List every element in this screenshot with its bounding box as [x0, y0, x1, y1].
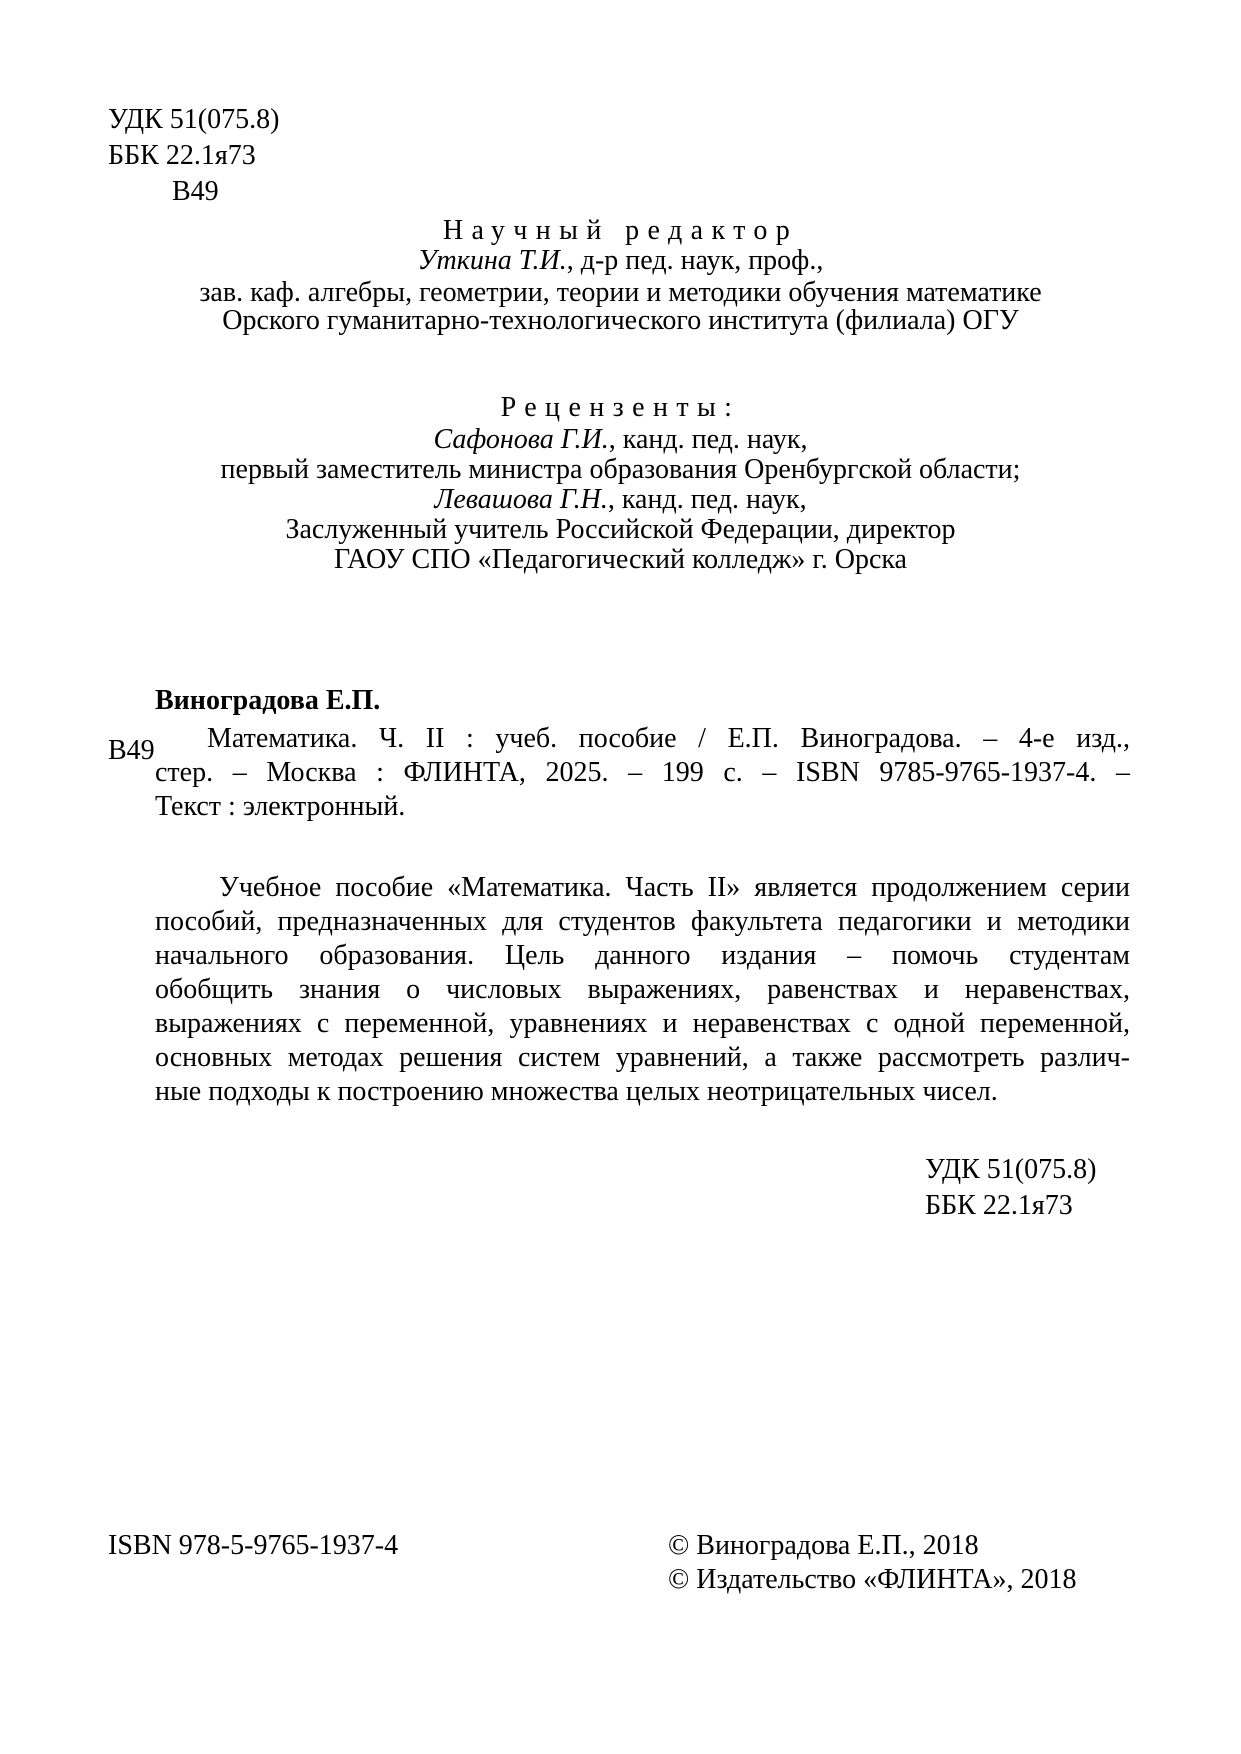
bibliographic-line-2: стер. – Москва : ФЛИНТА, 2025. – 199 с. – ISBN 9785-9765-1937-4. – [155, 757, 1130, 788]
reviewers-heading: Рецензенты: [500, 392, 741, 423]
isbn: ISBN 978-5-9765-1937-4 [108, 1530, 399, 1561]
editor-degree: , д-р пед. наук, проф., [566, 245, 824, 276]
bibliographic-line-3: Текст : электронный. [155, 791, 406, 822]
bibliographic-line-1: Математика. Ч. II : учеб. пособие / Е.П. Виноградова. – 4-е изд., [207, 723, 1130, 754]
reviewer-1-position: первый заместитель министра образования Оренбургской области; [220, 454, 1021, 485]
abstract-line-3: начального образования. Цель данного издания – помочь студентам [155, 940, 1130, 971]
bibliographic-author: Виноградова Е.П. [155, 685, 381, 716]
copyright-author: © Виноградова Е.П., 2018 [668, 1530, 979, 1561]
editor-heading: Научный редактор [442, 215, 799, 246]
bibliographic-mark: В49 [108, 735, 155, 766]
abstract-line-5: выражениях с переменной, уравнениях и неравенствах с одной переменной, [155, 1008, 1130, 1039]
reviewer-2-college: ГАОУ СПО «Педагогический колледж» г. Орска [334, 544, 907, 575]
editor-name-line [0, 246, 1241, 276]
copyright-publisher: © Издательство «ФЛИНТА», 2018 [668, 1564, 1077, 1595]
abstract-line-1: Учебное пособие «Математика. Часть II» является продолжением серии [219, 872, 1130, 903]
udk-code-bottom: УДК 51(075.8) [925, 1154, 1097, 1185]
abstract [155, 871, 1130, 1109]
abstract-line-6: основных методах решения систем уравнений, а также рассмотреть различ- [155, 1042, 1130, 1073]
editor-position: зав. каф. алгебры, геометрии, теории и методики обучения математике [199, 277, 1042, 308]
bibliographic-description [155, 722, 1130, 824]
reviewer-1-name: Сафонова Г.И. [433, 424, 609, 455]
abstract-line-2: пособий, предназначенных для студентов факультета педагогики и методики [155, 906, 1130, 937]
reviewer-2-title: Заслуженный учитель Российской Федерации, директор [285, 514, 956, 545]
reviewer-2-name: Левашова Г.Н. [434, 484, 608, 515]
bbk-code-bottom: ББК 22.1я73 [925, 1190, 1073, 1221]
reviewer-1-degree: , канд. пед. наук, [608, 424, 808, 455]
author-mark-top: В49 [172, 176, 219, 207]
bbk-code-top: ББК 22.1я73 [108, 140, 256, 171]
editor-name: Уткина Т.И. [417, 245, 567, 276]
reviewer-1-name-line [0, 425, 1241, 455]
reviewer-2-name-line [0, 485, 1241, 515]
udk-code-top: УДК 51(075.8) [108, 104, 280, 135]
editor-institute: Орского гуманитарно-технологического института (филиала) ОГУ [222, 305, 1019, 336]
abstract-line-4: обобщить знания о числовых выражениях, равенствах и неравенствах, [155, 974, 1130, 1005]
abstract-line-7: ные подходы к построению множества целых неотрицательных чисел. [155, 1076, 998, 1107]
reviewer-2-degree: , канд. пед. наук, [607, 484, 807, 515]
